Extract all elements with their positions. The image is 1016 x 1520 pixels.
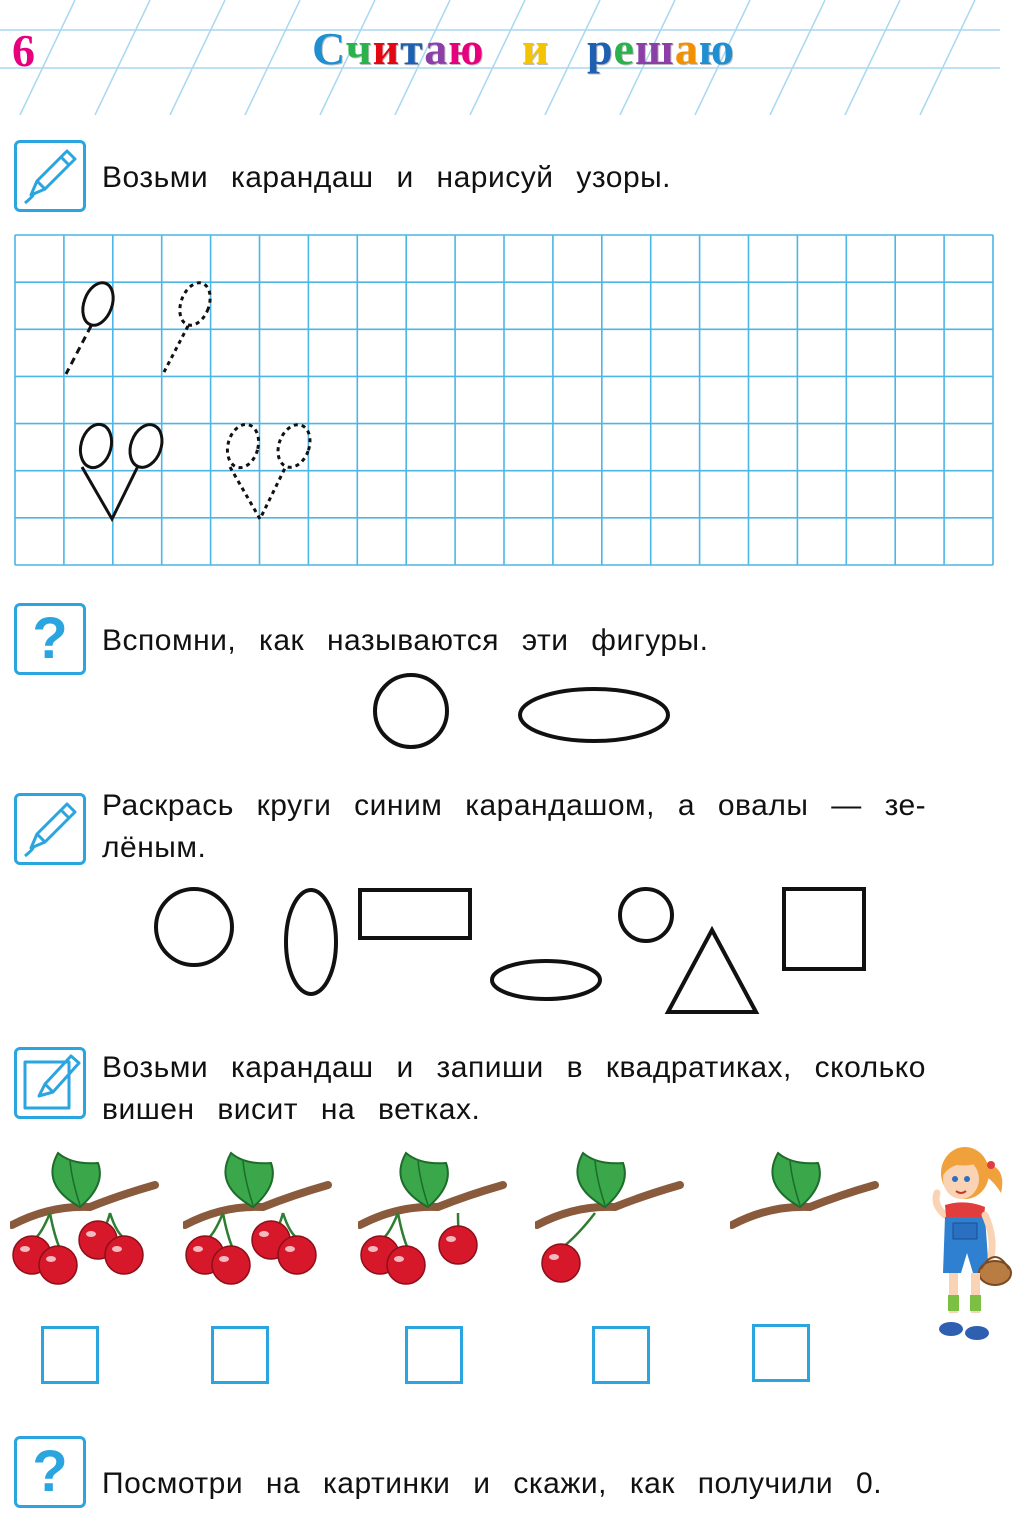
cherry (439, 1226, 477, 1264)
cherry (542, 1244, 580, 1282)
square-shape[interactable] (784, 889, 864, 969)
drawing-grid (14, 234, 994, 571)
circle-shape (375, 675, 447, 747)
leaf-icon (577, 1153, 624, 1207)
cherry-branch-2 (183, 1145, 333, 1315)
balloon-dotted (163, 279, 216, 374)
cherry-branch-1 (10, 1145, 160, 1315)
balloon-sample (66, 279, 119, 374)
cherry (212, 1246, 250, 1284)
answer-box-3[interactable] (405, 1326, 463, 1384)
leaf-icon (400, 1153, 447, 1207)
leaf-icon (772, 1153, 819, 1207)
leaf-icon (225, 1153, 272, 1207)
circle-shape-2[interactable] (620, 889, 672, 941)
cherry-pair-dotted (223, 420, 316, 519)
task-text-draw-patterns: Возьми карандаш и нарисуй узоры. (102, 161, 672, 194)
cherry (278, 1236, 316, 1274)
task-text-remember-shapes: Вспомни, как называются эти фигуры. (102, 624, 709, 657)
leaf-icon (52, 1153, 99, 1207)
cherry (387, 1246, 425, 1284)
pencil-paper-icon (14, 1047, 86, 1119)
cherry (105, 1236, 143, 1274)
pencil-icon (14, 140, 86, 212)
question-icon: ? (14, 1436, 86, 1508)
pencil-icon (14, 793, 86, 865)
task-text-count-cherries: Возьми карандаш и запиши в квадратиках, сколько вишен висит на ветках. (102, 1051, 926, 1126)
cherry (39, 1246, 77, 1284)
triangle-shape[interactable] (668, 930, 756, 1012)
title-word: решаю (586, 23, 735, 74)
oval-shape-horizontal[interactable] (492, 961, 600, 999)
title-word: и (521, 23, 550, 74)
cherry-branch-3 (358, 1145, 508, 1315)
answer-box-5[interactable] (752, 1324, 810, 1382)
task-text-color-shapes: Раскрась круги синим карандашом, а овалы — зе- лёным. (102, 789, 927, 864)
answer-box-2[interactable] (211, 1326, 269, 1384)
book-title (312, 22, 735, 75)
cherry-branch-5 (730, 1145, 880, 1315)
circle-shape-1[interactable] (156, 889, 232, 965)
oval-shape-vertical[interactable] (286, 890, 336, 994)
cherry-branch-4 (535, 1145, 685, 1315)
page-number: 6 (12, 25, 35, 76)
task-text-explain-zero: Посмотри на картинки и скажи, как получили 0. (102, 1467, 883, 1500)
answer-box-4[interactable] (592, 1326, 650, 1384)
cherry-pair-sample (76, 420, 168, 519)
rectangle-shape[interactable] (360, 890, 470, 938)
title-word: Считаю (312, 23, 485, 74)
oval-shape (520, 689, 668, 741)
question-icon: ? (14, 603, 86, 675)
page-header (0, 0, 1016, 115)
answer-box-1[interactable] (41, 1326, 99, 1384)
